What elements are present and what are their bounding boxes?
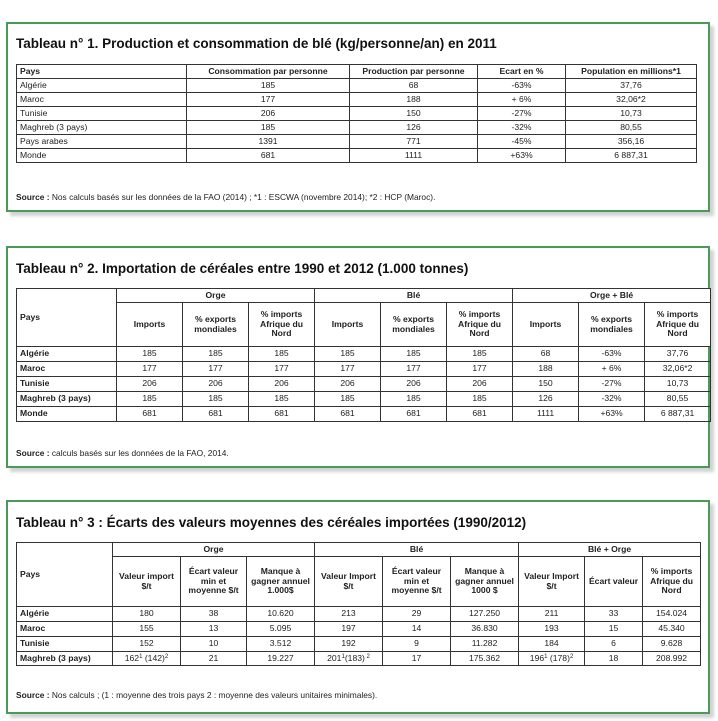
table2-cell: 185 [381,392,447,407]
table2-cell: -27% [579,377,645,392]
table3-cell: 127.250 [451,607,519,622]
table2-cell: 6 887,31 [645,407,711,422]
table3-cell: Tunisie [17,637,113,652]
table1-row [17,79,697,93]
table1-cell: 150 [350,107,478,121]
table3-cell: $196^1$ $(178)^2$ [519,652,585,666]
table3-group-orge: Orge [113,543,315,557]
table3-row-maghreb [17,652,701,666]
table1-title: Tableau n° 1. Production et consommation de blé (kg/personne/an) en 2011 [16,36,497,51]
table2-cell: 1111 [513,407,579,422]
table1-cell: +63% [478,149,566,163]
table3-cell: 18 [585,652,643,666]
table1-row [17,135,697,149]
table3-cell: 213 [315,607,383,622]
table3-cell: 15 [585,622,643,637]
table2-source-label: Source : [16,448,50,458]
table1-card [6,22,710,212]
table2-sub-imports: Imports [513,303,579,347]
table2-group-orge-ble: Orge + Blé [513,289,711,303]
table1-cell: 185 [187,79,350,93]
table2-cell: 185 [249,347,315,362]
table2-cell: 32,06*2 [645,362,711,377]
table2-cell: 185 [315,392,381,407]
table2-cell: 185 [381,347,447,362]
table2-cell: 206 [447,377,513,392]
table1-cell: -32% [478,121,566,135]
table2-cell: 206 [249,377,315,392]
table1-cell: -63% [478,79,566,93]
table2-row [17,347,711,362]
table3-cell: 211 [519,607,585,622]
table2-sub-imports: Imports [117,303,183,347]
table1-col-production: Production par personne [350,65,478,79]
table2-cell: 150 [513,377,579,392]
table1-cell: + 6% [478,93,566,107]
table2-cell: 681 [183,407,249,422]
table2-cell: 681 [249,407,315,422]
table2-cell: Algérie [17,347,117,362]
table2-row [17,392,711,407]
table1-cell: 188 [350,93,478,107]
table1-source-label: Source : [16,192,50,202]
table1-col-consommation: Consommation par personne [187,65,350,79]
table1-cell: Maroc [17,93,187,107]
table3-cell: Maroc [17,622,113,637]
table3-cell: 6 [585,637,643,652]
table3-col-pays: Pays [17,543,113,607]
table3-cell: $162^1$ $(142)^2$ [113,652,181,666]
table2-cell: 206 [183,377,249,392]
table1-col-pays: Pays [17,65,187,79]
table2-cell: 10,73 [645,377,711,392]
table1-col-population: Population en millions*1 [566,65,697,79]
table3-both-pct: % imports Afrique du Nord [643,557,701,607]
table2-cell: 185 [117,347,183,362]
table3-cell: 38 [181,607,247,622]
table2-source-text: calculs basés sur les données de la FAO, 2014. [49,448,229,458]
table2-cell: 185 [249,392,315,407]
table3-cell: 197 [315,622,383,637]
table2-group-row [17,289,711,303]
table3 [16,542,701,666]
table3-both-ecart: Écart valeur [585,557,643,607]
table3-both-valeur: Valeur Import $/t [519,557,585,607]
table2 [16,288,711,422]
table3-cell: 208.992 [643,652,701,666]
table3-cell: 9 [383,637,451,652]
table3-cell: 17 [383,652,451,666]
table2-sub-exports: % exports mondiales [579,303,645,347]
table3-ble-ecart: Écart valeur min et moyenne $/t [383,557,451,607]
table2-sub-exports: % exports mondiales [183,303,249,347]
table2-sub-imports-afn: % imports Afrique du Nord [645,303,711,347]
table2-cell: 177 [183,362,249,377]
table2-cell: 177 [447,362,513,377]
table2-cell: 177 [381,362,447,377]
table1-col-ecart: Ecart en % [478,65,566,79]
table3-orge-valeur: Valeur import $/t [113,557,181,607]
table2-cell: 681 [381,407,447,422]
table1-cell: Monde [17,149,187,163]
table1-header-row [17,65,697,79]
table1-row [17,93,697,107]
table1-cell: 771 [350,135,478,149]
table2-cell: 185 [183,347,249,362]
table2-row [17,362,711,377]
table3-title: Tableau n° 3 : Écarts des valeurs moyennes des céréales importées (1990/2012) [16,515,527,530]
table1-row [17,107,697,121]
table3-cell: $201^1(183)$ $^2$ [315,652,383,666]
table2-cell: 68 [513,347,579,362]
table2-cell: -32% [579,392,645,407]
table3-cell: 19.227 [247,652,315,666]
table2-cell: 185 [183,392,249,407]
table2-cell: Monde [17,407,117,422]
table2-sub-imports: Imports [315,303,381,347]
table2-sub-imports-afn: % imports Afrique du Nord [447,303,513,347]
table3-cell: 154.024 [643,607,701,622]
table1-cell: 37,76 [566,79,697,93]
table2-cell: 188 [513,362,579,377]
table2-cell: 80,55 [645,392,711,407]
table1-cell: -45% [478,135,566,149]
table2-cell: + 6% [579,362,645,377]
table2-row [17,407,711,422]
table3-cell: 10.620 [247,607,315,622]
table2-cell: 681 [315,407,381,422]
table1-cell: 10,73 [566,107,697,121]
table3-source [16,690,377,700]
table3-group-row [17,543,701,557]
table1-cell: 32,06*2 [566,93,697,107]
table2-group-orge: Orge [117,289,315,303]
table1-source-text: Nos calculs basés sur les données de la FAO (2014) ; *1 : ESCWA (novembre 2014); *2 : HCP (Maroc). [49,192,436,202]
table3-ble-valeur: Valeur Import $/t [315,557,383,607]
table2-cell: 177 [315,362,381,377]
table2-cell: +63% [579,407,645,422]
table2-sub-row [17,303,711,347]
table3-cell: 45.340 [643,622,701,637]
table3-cell: 13 [181,622,247,637]
table3-cell: 193 [519,622,585,637]
table2-cell: -63% [579,347,645,362]
table3-row [17,622,701,637]
table3-cell: 11.282 [451,637,519,652]
table3-cell: Algérie [17,607,113,622]
table3-cell: 192 [315,637,383,652]
table3-group-ble: Blé [315,543,519,557]
table2-cell: 185 [447,392,513,407]
table3-cell: 3.512 [247,637,315,652]
table1-cell: Pays arabes [17,135,187,149]
table1-row [17,149,697,163]
table1-cell: 126 [350,121,478,135]
table3-cell: 180 [113,607,181,622]
table2-col-pays: Pays [17,289,117,347]
table1-cell: 356,16 [566,135,697,149]
table1-cell: 6 887,31 [566,149,697,163]
table3-group-ble-orge: Blé + Orge [519,543,701,557]
table3-cell: 175.362 [451,652,519,666]
table2-cell: 177 [249,362,315,377]
table1-source [16,192,435,202]
table3-row [17,607,701,622]
table2-card [6,246,710,468]
table1-cell: Algérie [17,79,187,93]
table3-ble-manque: Manque à gagner annuel 1000 $ [451,557,519,607]
table3-cell: 152 [113,637,181,652]
table3-cell: 36.830 [451,622,519,637]
table2-cell: 206 [315,377,381,392]
table3-cell: Maghreb (3 pays) [17,652,113,666]
table1-cell: 206 [187,107,350,121]
table2-row [17,377,711,392]
table3-cell: 33 [585,607,643,622]
table2-cell: 681 [117,407,183,422]
table3-cell: 184 [519,637,585,652]
table2-cell: 37,76 [645,347,711,362]
table3-cell: 14 [383,622,451,637]
table3-cell: 29 [383,607,451,622]
table2-cell: Tunisie [17,377,117,392]
table3-orge-manque: Manque à gagner annuel 1.000$ [247,557,315,607]
table2-title: Tableau n° 2. Importation de céréales entre 1990 et 2012 (1.000 tonnes) [16,261,469,276]
table1-cell: 1111 [350,149,478,163]
table3-source-label: Source : [16,690,50,700]
table2-cell: 185 [447,347,513,362]
table2-cell: 126 [513,392,579,407]
table3-cell: 5.095 [247,622,315,637]
table2-sub-imports-afn: % imports Afrique du Nord [249,303,315,347]
table2-cell: 206 [117,377,183,392]
table1-cell: 68 [350,79,478,93]
table1-cell: Maghreb (3 pays) [17,121,187,135]
table1-cell: Tunisie [17,107,187,121]
table1-cell: 185 [187,121,350,135]
table3-cell: 10 [181,637,247,652]
table3-source-text: Nos calculs ; (1 : moyenne des trois pays 2 : moyenne des valeurs unitaires minimales). [49,690,378,700]
table2-source [16,448,229,458]
table1-cell: -27% [478,107,566,121]
table2-sub-exports: % exports mondiales [381,303,447,347]
table3-sub-row [17,557,701,607]
table2-cell: 185 [117,392,183,407]
table3-row [17,637,701,652]
table1-row [17,121,697,135]
table2-cell: 177 [117,362,183,377]
table2-group-ble: Blé [315,289,513,303]
table2-cell: Maghreb (3 pays) [17,392,117,407]
table2-cell: Maroc [17,362,117,377]
table1-cell: 80,55 [566,121,697,135]
table3-cell: 21 [181,652,247,666]
table2-cell: 206 [381,377,447,392]
table3-cell: 9.628 [643,637,701,652]
table1 [16,64,697,163]
table3-card [6,500,710,714]
table1-cell: 1391 [187,135,350,149]
table1-cell: 177 [187,93,350,107]
table3-orge-ecart: Écart valeur min et moyenne $/t [181,557,247,607]
table1-cell: 681 [187,149,350,163]
table2-cell: 185 [315,347,381,362]
table2-cell: 681 [447,407,513,422]
table3-cell: 155 [113,622,181,637]
